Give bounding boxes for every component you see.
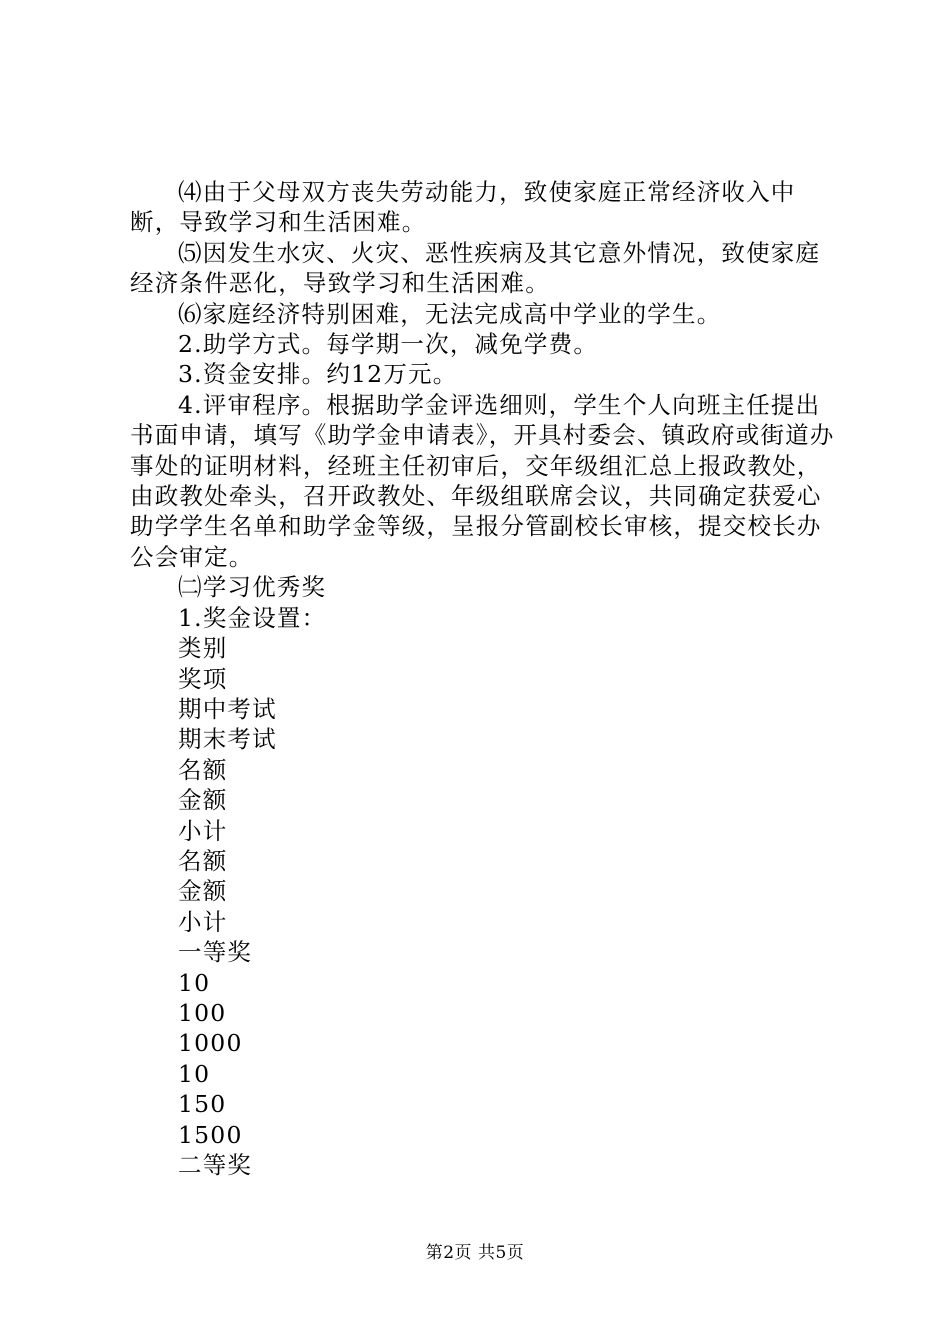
table-cell-line: 金额	[178, 877, 228, 906]
paragraph: 1.奖金设置：	[178, 603, 327, 632]
table-cell-line: 小计	[178, 816, 228, 845]
table-cell-line: 金额	[178, 786, 228, 815]
paragraph: ⑷由于父母双方丧失劳动能力，致使家庭正常经济收入中断，导致学习和生活困难。	[130, 178, 796, 237]
page-number-label: 第2页 共5页	[425, 1243, 525, 1263]
table-cell-line: 1000	[178, 1029, 243, 1058]
table-cell-line: 10	[178, 1059, 211, 1088]
table-cell-line: 1500	[178, 1120, 243, 1149]
paragraph: ⑹家庭经济特别困难，无法完成高中学业的学生。	[178, 299, 722, 328]
table-cell-line: 类别	[178, 634, 228, 663]
table-cell-line: 名额	[178, 846, 228, 875]
table-cell-line: 一等奖	[178, 938, 253, 967]
page-footer	[0, 1241, 950, 1265]
paragraph: 2.助学方式。每学期一次，减免学费。	[178, 330, 599, 359]
document-body	[130, 177, 835, 1180]
section-heading: ㈡学习优秀奖	[178, 573, 327, 602]
table-cell-line: 二等奖	[178, 1151, 253, 1179]
table-cell-line: 小计	[178, 907, 228, 936]
paragraph: ⑸因发生水灾、火灾、恶性疾病及其它意外情况，致使家庭经济条件恶化，导致学习和生活困难。	[130, 238, 821, 298]
paragraph: 4.评审程序。根据助学金评选细则，学生个人向班主任提出书面申请，填写《助学金申请表》，开具村委会、镇政府或街道办事处的证明材料，经班主任初审后，交年级组汇总上报政教处，由政教处牵头，召开政教处、年级组联席会议，共同确定获爱心助学学生名单和助学金等级，呈报分管副校长审核，提交校长办公会审定。	[130, 390, 835, 571]
table-cell-line: 期末考试	[178, 725, 277, 754]
table-cell-line: 150	[178, 1090, 227, 1119]
table-cell-line: 奖项	[178, 664, 228, 693]
paragraph: 3.资金安排。约12万元。	[178, 360, 458, 389]
table-cell-line: 100	[178, 998, 227, 1027]
table-cell-line: 期中考试	[178, 694, 277, 723]
table-cell-line: 10	[178, 968, 211, 997]
table-cell-line: 名额	[178, 755, 228, 784]
